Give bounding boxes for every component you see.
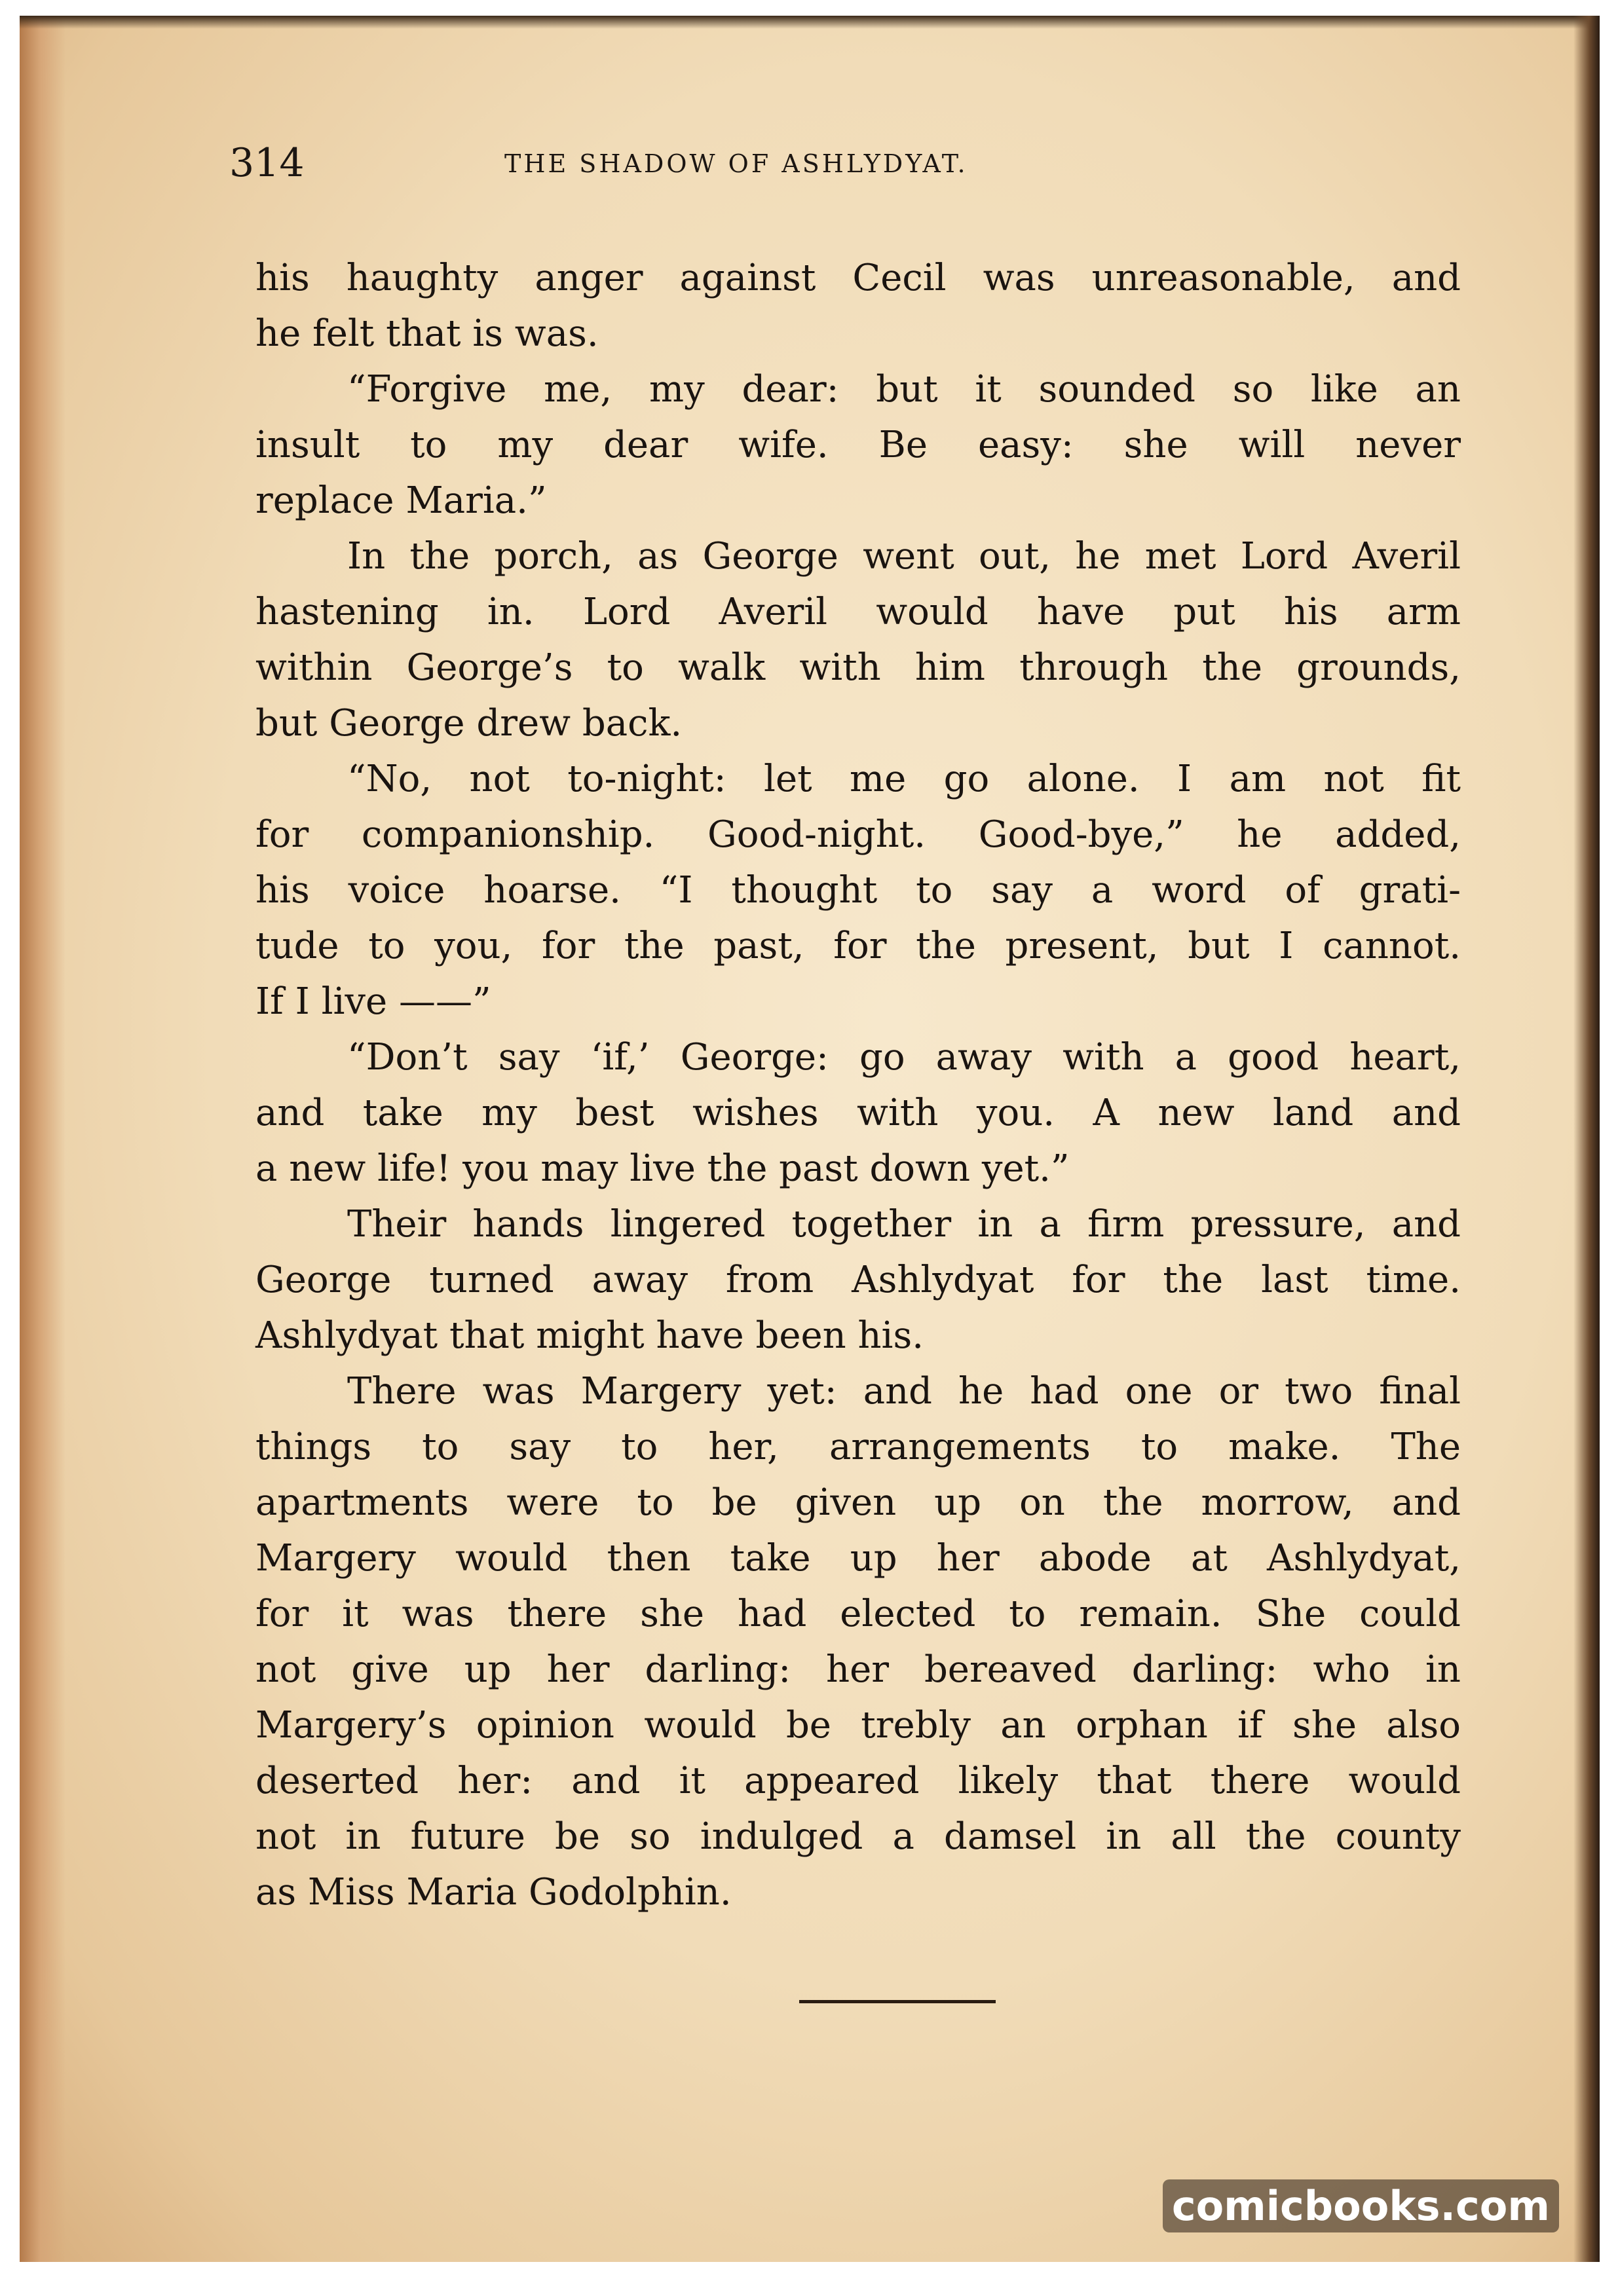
running-head: THE SHADOW OF ASHLYDYAT. — [504, 149, 968, 178]
text-line: hastening in. Lord Averil would have put his arm — [255, 591, 1461, 633]
text-line: apartments were to be given up on the morrow, and — [255, 1481, 1461, 1524]
text-line: a new life! you may live the past down yet.” — [255, 1147, 1070, 1190]
text-line: There was Margery yet: and he had one or two final — [347, 1370, 1461, 1413]
text-line: “No, not to-night: let me go alone. I am not fit — [347, 758, 1461, 800]
section-rule — [799, 2000, 996, 2003]
text-line: and take my best wishes with you. A new land and — [255, 1092, 1461, 1134]
body-text — [255, 250, 1461, 1920]
text-line: If I live ——” — [255, 980, 491, 1023]
top-edge-shadow — [20, 16, 1600, 29]
text-line: within George’s to walk with him through the grounds, — [255, 646, 1461, 689]
text-line: Their hands lingered together in a firm pressure, and — [347, 1203, 1461, 1246]
text-line: Margery would then take up her abode at Ashlydyat, — [255, 1537, 1461, 1580]
text-line: In the porch, as George went out, he met Lord Averil — [347, 535, 1461, 578]
text-line: his haughty anger against Cecil was unreasonable, and — [255, 257, 1461, 299]
text-line: his voice hoarse. “I thought to say a word of grati- — [255, 869, 1461, 912]
text-line: Margery’s opinion would be trebly an orphan if she also — [255, 1704, 1461, 1747]
book-page — [20, 16, 1600, 2262]
gutter-shadow — [20, 16, 66, 2262]
text-line: “Don’t say ‘if,’ George: go away with a good heart, — [347, 1036, 1461, 1079]
text-line: not give up her darling: her bereaved darling: who in — [255, 1648, 1461, 1691]
text-line: for it was there she had elected to remain. She could — [255, 1593, 1461, 1635]
text-line: not in future be so indulged a damsel in all the county — [255, 1815, 1461, 1858]
text-line: replace Maria.” — [255, 479, 547, 522]
text-line: deserted her: and it appeared likely that there would — [255, 1760, 1461, 1802]
page-number: 314 — [229, 140, 305, 186]
text-line: as Miss Maria Godolphin. — [255, 1871, 732, 1914]
text-line: he felt that is was. — [255, 312, 599, 355]
text-line: George turned away from Ashlydyat for the last time. — [255, 1259, 1461, 1301]
text-line: tude to you, for the past, for the present, but I cannot. — [255, 925, 1461, 967]
text-line: insult to my dear wife. Be easy: she will never — [255, 424, 1461, 466]
text-line: things to say to her, arrangements to make. The — [255, 1426, 1461, 1468]
right-edge-shadow — [1573, 16, 1600, 2262]
text-line: Ashlydyat that might have been his. — [255, 1314, 924, 1357]
text-line: for companionship. Good-night. Good-bye,” he added, — [255, 813, 1461, 856]
page-header — [229, 140, 1199, 193]
text-line: but George drew back. — [255, 702, 683, 745]
text-line: “Forgive me, my dear: but it sounded so like an — [347, 368, 1461, 411]
watermark: comicbooks.com — [1163, 2179, 1559, 2232]
